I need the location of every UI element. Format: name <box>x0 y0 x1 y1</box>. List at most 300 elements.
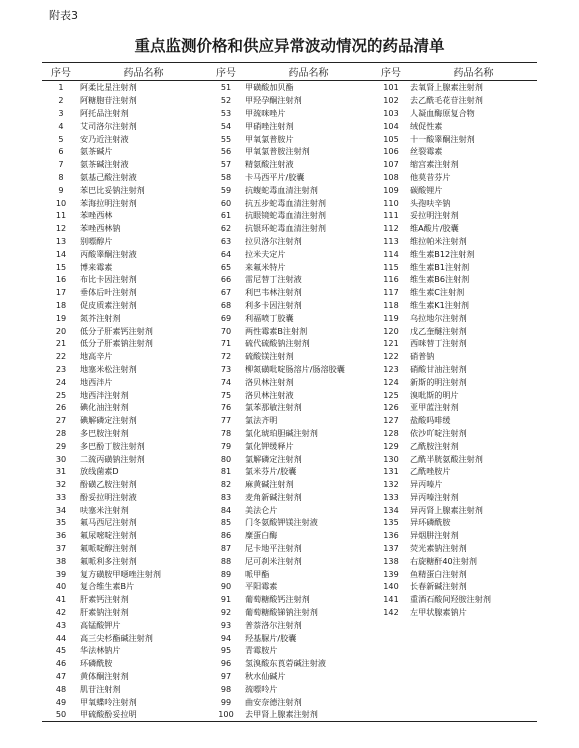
drug-name: 去乙酰毛花苷注射剂 <box>410 95 483 106</box>
drug-name: 抗蝮蛇毒血清注射剂 <box>245 184 318 195</box>
column-header-drug-name: 药品名称 <box>410 63 537 81</box>
drug-name: 来氟米特片 <box>245 261 286 272</box>
drug-name: 丝裂霉素 <box>410 146 443 157</box>
empty-cell <box>372 695 410 708</box>
table-row <box>42 478 537 491</box>
table-row <box>42 529 537 542</box>
drug-name: 长春新碱注射剂 <box>410 581 467 592</box>
table-row <box>42 516 537 529</box>
drug-name: 氟哌啶醇注射剂 <box>80 543 137 554</box>
drug-name: 博来霉素 <box>80 261 113 272</box>
drug-name: 酚磺乙胺注射剂 <box>80 479 137 490</box>
drug-number: 47 <box>55 671 67 682</box>
table-row <box>42 567 537 580</box>
drug-name: 十一酸睾酮注射剂 <box>410 133 475 144</box>
empty-cell <box>410 670 537 683</box>
drug-number: 54 <box>220 120 232 131</box>
drug-number: 67 <box>220 287 232 298</box>
drug-number: 85 <box>220 517 232 528</box>
drug-name: 麦角新碱注射剂 <box>245 491 302 502</box>
table-row <box>42 94 537 107</box>
drug-number: 94 <box>220 632 232 643</box>
drug-number: 121 <box>383 338 399 349</box>
drug-name: 氯化钾缓释片 <box>245 440 294 451</box>
table-header-row <box>42 63 537 81</box>
table-row <box>42 631 537 644</box>
empty-cell <box>410 657 537 670</box>
drug-name: 哌甲酯 <box>245 568 270 579</box>
drug-name: 维生素B1注射剂 <box>410 261 470 272</box>
drug-number: 43 <box>55 619 67 630</box>
drug-number: 112 <box>383 223 399 234</box>
table-row <box>42 708 537 721</box>
drug-name: 碘化油注射剂 <box>80 402 129 413</box>
drug-name: 氯化琥珀胆碱注射剂 <box>245 427 318 438</box>
table-row <box>42 618 537 631</box>
drug-name: 低分子肝素钠注射剂 <box>80 338 153 349</box>
table-row <box>42 260 537 273</box>
drug-name: 乙酰胺注射剂 <box>410 440 459 451</box>
drug-name: 硝酸甘油注射剂 <box>410 363 467 374</box>
table-row <box>42 235 537 248</box>
drug-number: 122 <box>383 351 399 362</box>
empty-cell <box>372 682 410 695</box>
table-row <box>42 324 537 337</box>
drug-number: 29 <box>55 440 67 451</box>
drug-number: 82 <box>220 479 232 490</box>
drug-number: 12 <box>55 223 67 234</box>
drug-number: 46 <box>55 658 67 669</box>
table-row <box>42 388 537 401</box>
drug-number: 113 <box>383 235 399 246</box>
drug-number: 128 <box>383 427 399 438</box>
drug-number: 71 <box>220 338 232 349</box>
drug-name: 雷尼替丁注射液 <box>245 274 302 285</box>
drug-name: 酚妥拉明注射液 <box>80 491 137 502</box>
drug-number: 15 <box>55 261 67 272</box>
drug-name: 促皮质素注射剂 <box>80 299 137 310</box>
empty-cell <box>372 670 410 683</box>
drug-number: 8 <box>58 171 64 182</box>
drug-name: 高锰酸钾片 <box>80 619 121 630</box>
drug-name: 氨基己酸注射液 <box>80 171 137 182</box>
drug-name: 戊乙奎醚注射剂 <box>410 325 467 336</box>
drug-name: 尼可刹米注射剂 <box>245 555 302 566</box>
drug-number: 91 <box>220 594 232 605</box>
drug-number: 78 <box>220 427 232 438</box>
drug-name: 苯海拉明注射剂 <box>80 197 137 208</box>
drug-name: 乙酰唑胺片 <box>410 466 451 477</box>
drug-name: 别嘌醇片 <box>80 235 113 246</box>
drug-name: 右旋糖酐40注射剂 <box>410 555 477 566</box>
drug-name: 地西泮片 <box>80 376 113 387</box>
drug-number: 1 <box>58 82 64 93</box>
drug-name: 华法林钠片 <box>80 645 121 656</box>
empty-cell <box>410 695 537 708</box>
drug-number: 5 <box>58 133 64 144</box>
drug-number: 45 <box>55 645 67 656</box>
drug-name: 维拉帕米注射剂 <box>410 235 467 246</box>
drug-name: 巯嘌呤片 <box>245 683 278 694</box>
drug-name: 拉米夫定片 <box>245 248 286 259</box>
empty-cell <box>372 644 410 657</box>
drug-name: 甲氧氯普胺片 <box>245 133 294 144</box>
drug-name: 放线菌素D <box>80 466 119 477</box>
drug-name: 地塞米松注射剂 <box>80 363 137 374</box>
table-row <box>42 491 537 504</box>
table-row <box>42 657 537 670</box>
table-row <box>42 439 537 452</box>
table-row <box>42 145 537 158</box>
drug-number: 34 <box>55 504 67 515</box>
drug-number: 30 <box>55 453 67 464</box>
column-header-number: 序号 <box>42 63 80 81</box>
drug-number: 119 <box>383 312 399 323</box>
drug-number: 20 <box>55 325 67 336</box>
table-row <box>42 209 537 222</box>
table-row <box>42 414 537 427</box>
drug-number: 7 <box>58 159 64 170</box>
drug-name: 妥拉明注射剂 <box>410 210 459 221</box>
drug-name: 硫代硫酸钠注射剂 <box>245 338 310 349</box>
drug-number: 57 <box>220 159 232 170</box>
table-row <box>42 107 537 120</box>
drug-name: 高三尖杉酯碱注射剂 <box>80 632 153 643</box>
table-row <box>42 682 537 695</box>
drug-name: 去氧肾上腺素注射剂 <box>410 82 483 93</box>
drug-number: 92 <box>220 607 232 618</box>
table-row <box>42 695 537 708</box>
table-row <box>42 593 537 606</box>
drug-name: 苯唑西林 <box>80 210 113 221</box>
drug-number: 103 <box>383 107 399 118</box>
empty-cell <box>372 708 410 721</box>
drug-number: 116 <box>383 274 399 285</box>
drug-name: 洛贝林注射剂 <box>245 376 294 387</box>
drug-number: 95 <box>220 645 232 656</box>
drug-name: 溴吡斯的明片 <box>410 389 459 400</box>
table-row <box>42 222 537 235</box>
drug-name: 甲氧蝶呤注射剂 <box>80 696 137 707</box>
drug-name: 复方磺胺甲噁唑注射剂 <box>80 568 161 579</box>
drug-number: 33 <box>55 491 67 502</box>
table-row <box>42 427 537 440</box>
drug-name: 利巴韦林注射剂 <box>245 287 302 298</box>
drug-name: 绒促性素 <box>410 120 443 131</box>
drug-number: 9 <box>58 184 64 195</box>
drug-number: 76 <box>220 402 232 413</box>
drug-number: 135 <box>383 517 399 528</box>
drug-name: 异烟肼注射剂 <box>410 530 459 541</box>
drug-number: 27 <box>55 415 67 426</box>
drug-name: 平阳霉素 <box>245 581 278 592</box>
page-title: 重点监测价格和供应异常波动情况的药品清单 <box>134 36 445 55</box>
drug-number: 64 <box>220 248 232 259</box>
drug-number: 49 <box>55 696 67 707</box>
drug-number: 126 <box>383 402 399 413</box>
table-row <box>42 183 537 196</box>
drug-name: 新斯的明注射剂 <box>410 376 467 387</box>
drug-name: 氟马西尼注射剂 <box>80 517 137 528</box>
table-row <box>42 465 537 478</box>
drug-number: 106 <box>383 146 399 157</box>
drug-name: 二巯丙磺钠注射剂 <box>80 453 145 464</box>
drug-number: 68 <box>220 299 232 310</box>
drug-list-table <box>42 62 537 722</box>
drug-number: 52 <box>220 95 232 106</box>
drug-name: 鱼精蛋白注射剂 <box>410 568 467 579</box>
drug-number: 73 <box>220 363 232 374</box>
drug-name: 肌苷注射剂 <box>80 683 121 694</box>
drug-name: 氯解磷定注射剂 <box>245 453 302 464</box>
drug-number: 111 <box>383 210 399 221</box>
drug-number: 55 <box>220 133 232 144</box>
column-header-number: 序号 <box>207 63 245 81</box>
drug-number: 125 <box>383 389 399 400</box>
drug-number: 18 <box>55 299 67 310</box>
table-row <box>42 337 537 350</box>
drug-number: 63 <box>220 235 232 246</box>
drug-number: 132 <box>383 479 399 490</box>
drug-name: 肝素钠注射剂 <box>80 607 129 618</box>
drug-number: 65 <box>220 261 232 272</box>
drug-number: 14 <box>55 248 67 259</box>
table-row <box>42 580 537 593</box>
drug-name: 利福喷丁胶囊 <box>245 312 294 323</box>
drug-number: 134 <box>383 504 399 515</box>
drug-name: 碳酸锂片 <box>410 184 443 195</box>
drug-name: 丙酸睾酮注射液 <box>80 248 137 259</box>
drug-name: 复合维生素B片 <box>80 581 135 592</box>
drug-number: 62 <box>220 223 232 234</box>
drug-name: 糜蛋白酶 <box>245 530 278 541</box>
drug-number: 72 <box>220 351 232 362</box>
drug-name: 异丙肾上腺素注射剂 <box>410 504 483 515</box>
drug-number: 81 <box>220 466 232 477</box>
drug-number: 131 <box>383 466 399 477</box>
drug-name: 氢溴酸东莨菪碱注射液 <box>245 658 326 669</box>
drug-name: 甲羟孕酮注射剂 <box>245 95 302 106</box>
drug-name: 阿柔比星注射剂 <box>80 82 137 93</box>
drug-name: 甲巯咪唑片 <box>245 107 286 118</box>
drug-name: 羟基脲片/胶囊 <box>245 632 297 643</box>
drug-name: 苯巴比妥钠注射剂 <box>80 184 145 195</box>
drug-name: 氟哌利多注射剂 <box>80 555 137 566</box>
drug-number: 88 <box>220 555 232 566</box>
drug-number: 86 <box>220 530 232 541</box>
drug-name: 抗眼镜蛇毒血清注射剂 <box>245 210 326 221</box>
table-row <box>42 171 537 184</box>
drug-number: 58 <box>220 171 232 182</box>
drug-number: 142 <box>383 607 399 618</box>
table-row <box>42 670 537 683</box>
drug-name: 氯米芬片/胶囊 <box>245 466 297 477</box>
drug-name: 乌拉地尔注射剂 <box>410 312 467 323</box>
drug-number: 37 <box>55 543 67 554</box>
drug-name: 他莫昔芬片 <box>410 171 451 182</box>
drug-name: 缩宫素注射剂 <box>410 159 459 170</box>
drug-name: 维生素B12注射剂 <box>410 248 475 259</box>
drug-name: 甲硫酸酚妥拉明 <box>80 708 207 721</box>
drug-name: 维生素B6注射剂 <box>410 274 470 285</box>
drug-number: 19 <box>55 312 67 323</box>
drug-number: 23 <box>55 363 67 374</box>
drug-name: 精氨酸注射液 <box>245 159 294 170</box>
column-header-number: 序号 <box>372 63 410 81</box>
drug-number: 4 <box>58 120 64 131</box>
drug-number: 84 <box>220 504 232 515</box>
drug-name: 普萘洛尔注射剂 <box>245 619 302 630</box>
drug-name: 尼卡地平注射剂 <box>245 543 302 554</box>
drug-number: 101 <box>383 82 399 93</box>
drug-name: 异环磷酰胺 <box>410 517 451 528</box>
drug-number: 74 <box>220 376 232 387</box>
drug-number: 51 <box>220 82 232 93</box>
drug-number: 61 <box>220 210 232 221</box>
drug-number: 77 <box>220 415 232 426</box>
drug-number: 90 <box>220 581 232 592</box>
drug-number: 138 <box>383 555 399 566</box>
drug-number: 17 <box>55 287 67 298</box>
empty-cell <box>410 682 537 695</box>
table-row <box>42 503 537 516</box>
drug-name: 利多卡因注射剂 <box>245 299 302 310</box>
drug-name: 卡马西平片/胶囊 <box>245 171 305 182</box>
drug-number: 89 <box>220 568 232 579</box>
drug-name: 安乃近注射液 <box>80 133 129 144</box>
drug-number: 100 <box>207 708 245 721</box>
drug-number: 105 <box>383 133 399 144</box>
drug-number: 99 <box>220 696 232 707</box>
drug-name: 秋水仙碱片 <box>245 671 286 682</box>
drug-number: 118 <box>383 299 399 310</box>
column-header-drug-name: 药品名称 <box>80 63 207 81</box>
drug-number: 42 <box>55 607 67 618</box>
drug-number: 102 <box>383 95 399 106</box>
drug-number: 39 <box>55 568 67 579</box>
drug-number: 93 <box>220 619 232 630</box>
drug-number: 56 <box>220 146 232 157</box>
drug-name: 硫酸镁注射剂 <box>245 351 294 362</box>
drug-name: 洛贝林注射液 <box>245 389 294 400</box>
drug-name: 曲安奈德注射剂 <box>245 696 302 707</box>
drug-number: 110 <box>383 197 399 208</box>
drug-name: 阿糖胞苷注射剂 <box>80 95 137 106</box>
table-row <box>42 644 537 657</box>
drug-name: 维生素K1注射剂 <box>410 299 470 310</box>
drug-number: 41 <box>55 594 67 605</box>
drug-name: 头孢呋辛钠 <box>410 197 451 208</box>
drug-name: 维生素C注射剂 <box>410 287 465 298</box>
drug-number: 124 <box>383 376 399 387</box>
drug-number: 24 <box>55 376 67 387</box>
drug-number: 36 <box>55 530 67 541</box>
drug-name: 荧光素钠注射剂 <box>410 543 467 554</box>
table-row <box>42 247 537 260</box>
drug-name: 环磷酰胺 <box>80 658 113 669</box>
drug-number: 139 <box>383 568 399 579</box>
drug-number: 13 <box>55 235 67 246</box>
drug-name: 黄体酮注射剂 <box>80 671 129 682</box>
drug-number: 10 <box>55 197 67 208</box>
drug-number: 130 <box>383 453 399 464</box>
drug-number: 53 <box>220 107 232 118</box>
drug-name: 盐酸吗啡缓 <box>410 415 451 426</box>
drug-name: 抗五步蛇毒血清注射剂 <box>245 197 326 208</box>
drug-name: 青霉胺片 <box>245 645 278 656</box>
drug-number: 117 <box>383 287 399 298</box>
drug-number: 44 <box>55 632 67 643</box>
drug-number: 66 <box>220 274 232 285</box>
drug-number: 127 <box>383 415 399 426</box>
column-header-drug-name: 药品名称 <box>245 63 372 81</box>
drug-name: 异丙嗪片 <box>410 479 443 490</box>
appendix-label: 附表3 <box>49 9 78 22</box>
table-row <box>42 452 537 465</box>
drug-number: 108 <box>383 171 399 182</box>
drug-number: 80 <box>220 453 232 464</box>
drug-name: 美法仑片 <box>245 504 278 515</box>
drug-number: 107 <box>383 159 399 170</box>
table-row <box>42 299 537 312</box>
table-row <box>42 273 537 286</box>
drug-number: 115 <box>383 261 399 272</box>
drug-name: 硝普钠 <box>410 351 435 362</box>
table-row <box>42 311 537 324</box>
drug-number: 32 <box>55 479 67 490</box>
drug-number: 50 <box>42 708 80 721</box>
table-row <box>42 350 537 363</box>
drug-number: 120 <box>383 325 399 336</box>
drug-number: 31 <box>55 466 67 477</box>
drug-name: 垂体后叶注射剂 <box>80 287 137 298</box>
drug-number: 48 <box>55 683 67 694</box>
drug-name: 氮芥注射剂 <box>80 312 121 323</box>
drug-number: 75 <box>220 389 232 400</box>
empty-cell <box>372 631 410 644</box>
drug-number: 109 <box>383 184 399 195</box>
empty-cell <box>372 657 410 670</box>
drug-name: 氨茶碱片 <box>80 146 113 157</box>
drug-number: 26 <box>55 402 67 413</box>
drug-number: 3 <box>58 107 64 118</box>
drug-number: 6 <box>58 146 64 157</box>
table-row <box>42 542 537 555</box>
drug-name: 甲硝唑注射剂 <box>245 120 294 131</box>
table-row <box>42 196 537 209</box>
drug-name: 葡萄糖酸锑钠注射剂 <box>245 607 318 618</box>
table-row <box>42 375 537 388</box>
drug-table-body <box>42 81 537 722</box>
drug-number: 83 <box>220 491 232 502</box>
table-row <box>42 401 537 414</box>
drug-number: 38 <box>55 555 67 566</box>
drug-name: 肝素钙注射剂 <box>80 594 129 605</box>
drug-number: 70 <box>220 325 232 336</box>
drug-name: 重酒石酸间羟胺注射剂 <box>410 594 491 605</box>
empty-cell <box>410 618 537 631</box>
drug-name: 乙酰半胱氨酸注射剂 <box>410 453 483 464</box>
drug-name: 阿托品注射剂 <box>80 107 129 118</box>
empty-cell <box>410 644 537 657</box>
drug-name: 地西泮注射剂 <box>80 389 129 400</box>
drug-name: 地高辛片 <box>80 351 113 362</box>
drug-name: 维A酸片/胶囊 <box>410 223 459 234</box>
drug-number: 25 <box>55 389 67 400</box>
empty-cell <box>372 618 410 631</box>
table-row <box>42 119 537 132</box>
drug-name: 苯唑西林钠 <box>80 223 121 234</box>
